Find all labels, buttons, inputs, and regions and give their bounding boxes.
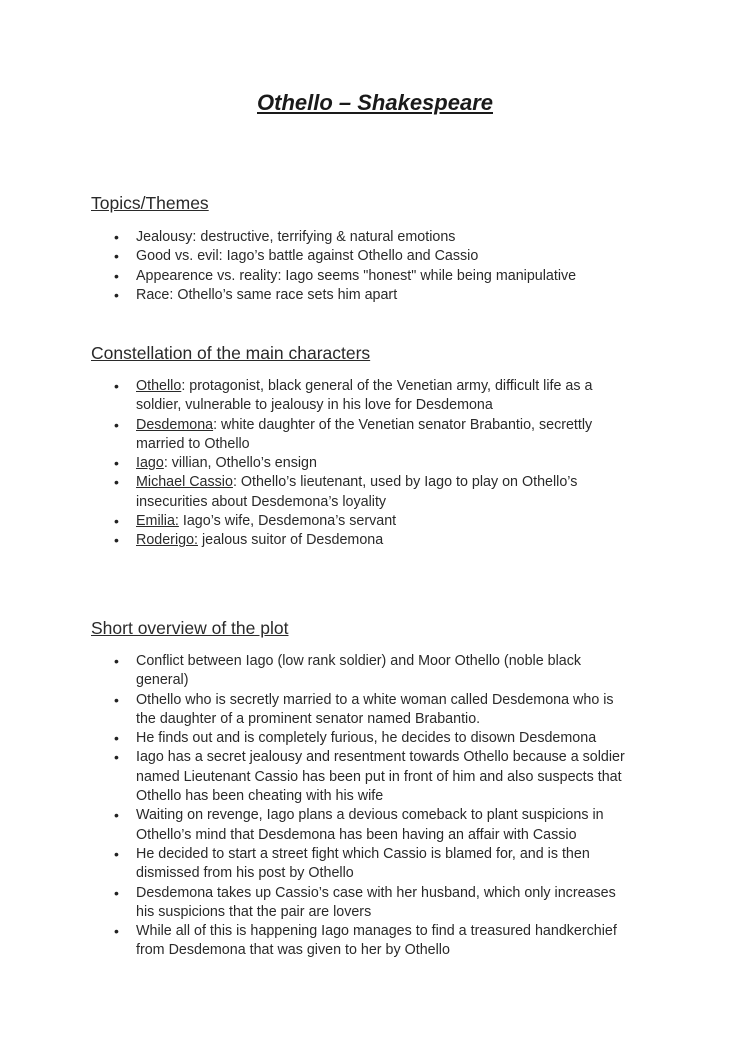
list-item: • Jealousy: destructive, terrifying & natural emotions bbox=[112, 228, 632, 247]
bullet-icon: • bbox=[114, 455, 119, 472]
character-item-michael-cassio bbox=[112, 473, 632, 512]
character-name: Iago bbox=[136, 455, 164, 472]
bullet-icon: • bbox=[114, 923, 119, 940]
bullet-icon: • bbox=[114, 749, 119, 766]
character-description: : villian, Othello’s ensign bbox=[163, 455, 317, 472]
bullet-icon: • bbox=[114, 691, 119, 708]
plot-heading: Short overview of the plot bbox=[91, 618, 289, 638]
list-item: • Conflict between Iago (low rank soldier) and Moor Othello (noble black general) bbox=[114, 653, 582, 689]
bullet-icon: • bbox=[114, 378, 119, 394]
list-item: • Othello who is secretly married to a white woman called Desdemona who is the daughter of a prominent senator named Brabantio. bbox=[114, 691, 614, 727]
list-item: • Iago has a secret jealousy and resentment towards Othello because a soldier named Lieutenant Cassio has been put in front of him and also suspects that Othello has been cheating with his wife bbox=[114, 749, 625, 805]
character-item-emilia bbox=[112, 512, 632, 531]
character-description: : protagonist, black general of the Venetian army, difficult life as a soldier, vulnerable to jealousy in his love for Desdemona bbox=[136, 378, 593, 414]
character-name: Roderigo: bbox=[136, 532, 198, 549]
character-name: Emilia: bbox=[136, 513, 179, 530]
bullet-icon: • bbox=[114, 807, 119, 824]
bullet-icon: • bbox=[114, 730, 119, 747]
character-item-iago bbox=[112, 454, 632, 473]
character-name: Othello bbox=[136, 378, 182, 394]
list-item: • He decided to start a street fight which Cassio is blamed for, and is then dismissed from his post by Othello bbox=[114, 845, 590, 882]
bullet-icon: • bbox=[114, 267, 119, 284]
character-description: Iago’s wife, Desdemona’s servant bbox=[178, 513, 397, 530]
character-name: Desdemona bbox=[136, 416, 214, 433]
bullet-icon: • bbox=[114, 229, 119, 245]
plot-list bbox=[112, 652, 632, 961]
character-description: : Othello’s lieutenant, used by Iago to play on Othello’s insecurities about Desdemona’s loyality bbox=[136, 474, 578, 510]
bullet-icon: • bbox=[114, 474, 119, 491]
character-description: : white daughter of the Venetian senator Brabantio, secrettly married to Othello bbox=[136, 416, 593, 452]
list-item: • Desdemona takes up Cassio’s case with her husband, which only increases his suspicions that the pair are lovers bbox=[114, 884, 616, 920]
bullet-icon: • bbox=[114, 845, 119, 862]
list-item: • While all of this is happening Iago manages to find a treasured handkerchief from Desdemona that was given to her by Othello bbox=[114, 923, 617, 959]
characters-heading: Constellation of the main characters bbox=[91, 343, 371, 363]
list-item: • Race: Othello’s same race sets him apart bbox=[112, 286, 632, 305]
page-title: Othello – Shakespeare bbox=[257, 90, 493, 115]
list-item: • Waiting on revenge, Iago plans a devious comeback to plant suspicions in Othello’s mind that Desdemona has been having an affair with Cassio bbox=[114, 807, 604, 843]
bullet-icon: • bbox=[114, 653, 119, 669]
bullet-icon: • bbox=[114, 416, 119, 433]
characters-list bbox=[112, 377, 632, 551]
list-item: • He finds out and is completely furious, he decides to disown Desdemona bbox=[112, 729, 632, 748]
bullet-icon: • bbox=[114, 248, 119, 265]
list-item: • Appearence vs. reality: Iago seems "honest" while being manipulative bbox=[112, 267, 632, 286]
topics-list bbox=[112, 228, 632, 305]
bullet-icon: • bbox=[114, 884, 119, 901]
character-description: jealous suitor of Desdemona bbox=[198, 532, 384, 549]
bullet-icon: • bbox=[114, 532, 119, 549]
list-item: • Good vs. evil: Iago’s battle against Othello and Cassio bbox=[112, 247, 632, 266]
bullet-icon: • bbox=[114, 513, 119, 530]
bullet-icon: • bbox=[114, 286, 119, 303]
character-item-roderigo bbox=[112, 531, 632, 550]
character-item-desdemona bbox=[112, 416, 632, 455]
topics-heading: Topics/Themes bbox=[91, 193, 209, 213]
character-item-othello bbox=[112, 377, 632, 416]
character-name: Michael Cassio bbox=[136, 474, 233, 491]
